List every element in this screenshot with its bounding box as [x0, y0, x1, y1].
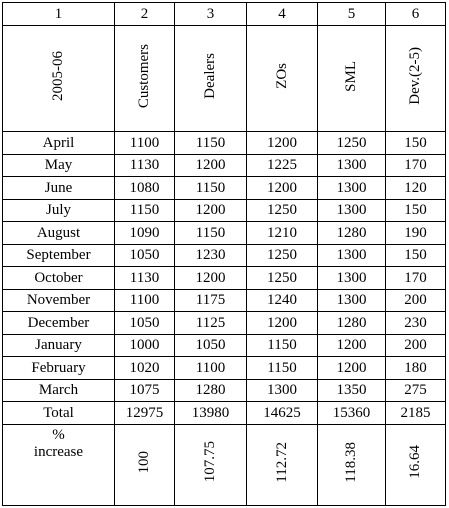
value-cell: 1200: [247, 312, 318, 335]
value-cell: 150: [386, 199, 446, 222]
header-customers: [115, 26, 175, 132]
value-cell: 1150: [247, 357, 318, 380]
column-number: 4: [247, 3, 318, 26]
value-cell: 1175: [175, 289, 247, 312]
value-cell: 1125: [175, 312, 247, 335]
header-year: [3, 26, 115, 132]
value-cell: 1100: [175, 357, 247, 380]
table-row: [3, 199, 446, 222]
table-row: [3, 312, 446, 335]
percent-value: 112.72: [273, 441, 290, 483]
header-row: [3, 26, 446, 132]
value-cell: 1200: [318, 334, 386, 357]
percent-value: 118.38: [343, 441, 359, 483]
percent-value: 100: [136, 450, 152, 474]
value-cell: 1150: [175, 222, 247, 245]
table-row: [3, 132, 446, 155]
column-number: 1: [3, 3, 115, 26]
table-row: [3, 177, 446, 200]
table-row: [3, 222, 446, 245]
table-body: [3, 132, 446, 402]
value-cell: 1200: [247, 132, 318, 155]
table-row: [3, 334, 446, 357]
value-cell: 1300: [318, 289, 386, 312]
value-cell: 1280: [318, 222, 386, 245]
value-cell: 1300: [247, 379, 318, 402]
value-cell: 1075: [115, 379, 175, 402]
value-cell: 120: [386, 177, 446, 200]
total-cell: 12975: [115, 402, 175, 425]
value-cell: 1250: [247, 199, 318, 222]
value-cell: 1200: [247, 177, 318, 200]
total-cell: 14625: [247, 402, 318, 425]
value-cell: 1080: [115, 177, 175, 200]
value-cell: 230: [386, 312, 446, 335]
value-cell: 1050: [175, 334, 247, 357]
value-cell: 275: [386, 379, 446, 402]
percent-cell: [318, 424, 386, 505]
percent-cell: [175, 424, 247, 505]
header-dealers-label: Dealers: [202, 53, 218, 99]
column-number: 6: [386, 3, 446, 26]
value-cell: 1300: [318, 199, 386, 222]
value-cell: 1280: [318, 312, 386, 335]
value-cell: 1300: [318, 154, 386, 177]
total-cell: 13980: [175, 402, 247, 425]
value-cell: 1150: [115, 199, 175, 222]
month-cell: February: [3, 357, 115, 380]
total-cell: Total: [3, 402, 115, 425]
column-number: 2: [115, 3, 175, 26]
month-cell: April: [3, 132, 115, 155]
column-number: 5: [318, 3, 386, 26]
header-sml-label: SML: [343, 60, 359, 92]
header-year-label: 2005-06: [50, 51, 66, 101]
month-cell: March: [3, 379, 115, 402]
value-cell: 1300: [318, 177, 386, 200]
month-cell: July: [3, 199, 115, 222]
value-cell: 1150: [175, 132, 247, 155]
value-cell: 1200: [175, 199, 247, 222]
value-cell: 150: [386, 132, 446, 155]
percent-cell: [386, 424, 446, 505]
percent-label: [3, 424, 115, 505]
total-cell: 15360: [318, 402, 386, 425]
value-cell: 1200: [175, 267, 247, 290]
header-zos-label: ZOs: [273, 63, 290, 89]
value-cell: 170: [386, 267, 446, 290]
value-cell: 1000: [115, 334, 175, 357]
percent-cell: [115, 424, 175, 505]
value-cell: 1250: [247, 267, 318, 290]
month-cell: December: [3, 312, 115, 335]
value-cell: 190: [386, 222, 446, 245]
value-cell: 1130: [115, 267, 175, 290]
value-cell: 1350: [318, 379, 386, 402]
value-cell: 1050: [115, 244, 175, 267]
percent-word: increase: [33, 443, 84, 460]
percent-row: [3, 424, 446, 505]
month-cell: September: [3, 244, 115, 267]
column-number: 3: [175, 3, 247, 26]
month-cell: May: [3, 154, 115, 177]
month-cell: January: [3, 334, 115, 357]
value-cell: 150: [386, 244, 446, 267]
header-deviation-label: Dev.(2-5): [407, 47, 423, 105]
value-cell: 1130: [115, 154, 175, 177]
value-cell: 1280: [175, 379, 247, 402]
table-row: [3, 154, 446, 177]
percent-cell: [247, 424, 318, 505]
percent-value: 16.64: [407, 445, 423, 479]
percent-value: 107.75: [202, 441, 218, 483]
value-cell: 1250: [247, 244, 318, 267]
value-cell: 1150: [247, 334, 318, 357]
table-row: [3, 357, 446, 380]
value-cell: 1300: [318, 267, 386, 290]
value-cell: 1300: [318, 244, 386, 267]
value-cell: 1200: [175, 154, 247, 177]
value-cell: 200: [386, 289, 446, 312]
value-cell: 1050: [115, 312, 175, 335]
table-row: [3, 244, 446, 267]
header-sml: [318, 26, 386, 132]
value-cell: 1150: [175, 177, 247, 200]
value-cell: 1200: [318, 357, 386, 380]
value-cell: 180: [386, 357, 446, 380]
value-cell: 1100: [115, 289, 175, 312]
table-row: [3, 379, 446, 402]
month-cell: November: [3, 289, 115, 312]
total-row: [3, 402, 446, 425]
header-customers-label: Customers: [136, 43, 152, 109]
value-cell: 1230: [175, 244, 247, 267]
total-cell: 2185: [386, 402, 446, 425]
data-table: [2, 2, 446, 506]
value-cell: 200: [386, 334, 446, 357]
table-row: [3, 289, 446, 312]
value-cell: 170: [386, 154, 446, 177]
header-deviation: [386, 26, 446, 132]
value-cell: 1250: [318, 132, 386, 155]
value-cell: 1240: [247, 289, 318, 312]
value-cell: 1020: [115, 357, 175, 380]
value-cell: 1225: [247, 154, 318, 177]
value-cell: 1090: [115, 222, 175, 245]
value-cell: 1100: [115, 132, 175, 155]
value-cell: 1210: [247, 222, 318, 245]
header-zos: [247, 26, 318, 132]
table-row: [3, 267, 446, 290]
month-cell: August: [3, 222, 115, 245]
percent-symbol: %: [52, 426, 65, 443]
month-cell: June: [3, 177, 115, 200]
header-dealers: [175, 26, 247, 132]
column-number-row: [3, 3, 446, 26]
month-cell: October: [3, 267, 115, 290]
